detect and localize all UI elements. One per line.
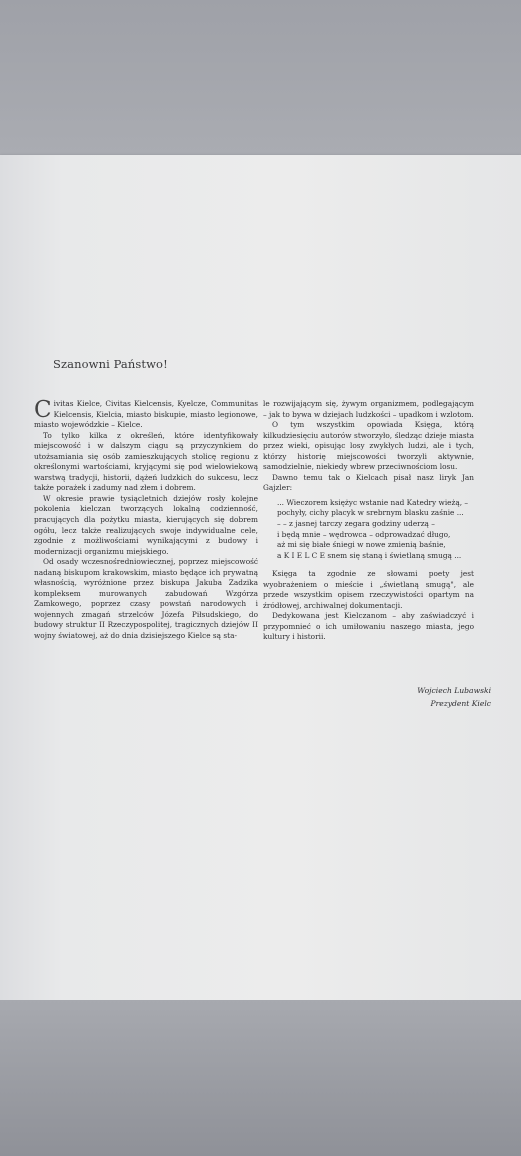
- background-top: [0, 0, 521, 158]
- right-text-column: [263, 399, 474, 643]
- poem-quote: [277, 498, 474, 561]
- salutation-heading: Szanowni Państwo!: [53, 357, 168, 371]
- background-bottom: [0, 1000, 521, 1156]
- paragraph: Dedykowana jest Kielczanom – aby zaświadczyć i przypomnieć o ich umiłowaniu naszego miasta, jego kultury i historii.: [263, 611, 474, 642]
- paragraph: W okresie prawie tysiącletnich dziejów rosły kolejne pokolenia kielczan tworzących lokalną codzienność, pracujących dla pożytku miasta, kierujących się dobrem ogółu, lecz także realizujących swoje indywidualne cele, zgodnie z możliwościami wynikającymi z budowy i modernizacji organizmu miejskiego.: [34, 493, 258, 556]
- signature-title: Prezydent Kielc: [430, 699, 491, 708]
- paragraph: Od osady wczesnośredniowiecznej, poprzez miejscowość nadaną biskupom krakowskim, miasto będące ich prywatną własnością, wyróżnione przez biskupa Jakuba Zadzika kompleksem murowanych zabudowań Wzgórza Zamkowego, poprzez czasy powstań narodowych i wojennych zmagań strzelców Józefa Piłsudskiego, do budowy struktur II Rzeczypospolitej, tragicznych dziejów II wojny światowej, aż do dnia dzisiejszego Kielce są sta-: [34, 557, 258, 641]
- paragraph: Księga ta zgodnie ze słowami poety jest wyobrażeniem o mieście i „świetlaną smugą", ale przede wszystkim opisem rzeczywistości opartym na źródłowej, archiwalnej dokumentacji.: [263, 569, 474, 610]
- paragraph-text: ivitas Kielce, Civitas Kielcensis, Kyelcze, Communitas Kielcensis, Kielcia, miasto biskupie, miasto legionowe, miasto wojewódzkie – Kielce.: [34, 399, 258, 430]
- poem-line: – – z jasnej tarczy zegara godziny uderzą –: [277, 519, 435, 529]
- poem-line: aż mi się białe śniegi w nowe zmienią baśnie,: [277, 540, 446, 550]
- signature-name: Wojciech Lubawski: [417, 686, 491, 695]
- poem-line: ... Wieczorem księżyc wstanie nad Katedry wieżą, –: [277, 497, 469, 507]
- paragraph: le rozwijającym się, żywym organizmem, podlegającym – jak to bywa w dziejach ludzkości – upadkom i wzlotom.: [263, 399, 474, 419]
- paragraph: Dawno temu tak o Kielcach pisał nasz liryk Jan Gajzler:: [263, 472, 474, 493]
- poem-line: i będą mnie – wędrowca – odprowadzać długo,: [277, 529, 451, 539]
- paragraph: O tym wszystkim opowiada Księga, którą kilkudziesięciu autorów stworzyło, śledząc dzieje miasta przez wieki, opisując losy zwykłych ludzi, ale i tych, którzy historię miejscowości tworzyli aktywnie, samodzielnie, niekiedy wbrew przeciwnościom losu.: [263, 420, 474, 472]
- paragraph: To tylko kilka z określeń, które identyfikowały miejscowość i w dalszym ciągu są przyczynkiem do utożsamiania się osób zamieszkujących stolicę regionu z określonymi wartościami, kryjącymi się pod wielowiekową warstwą tradycji, historii, dążeń ludzkich do sukcesu, lecz także porażek i zadumy nad złem i dobrem.: [34, 430, 258, 493]
- drop-cap: C: [34, 397, 52, 423]
- poem-line: pochyły, cichy placyk w srebrnym blasku zaśnie ...: [277, 508, 464, 518]
- paragraph: [34, 399, 258, 431]
- poem-line: a K I E L C E snem się staną i świetlaną smugą ...: [277, 550, 462, 560]
- left-text-column: [34, 399, 258, 642]
